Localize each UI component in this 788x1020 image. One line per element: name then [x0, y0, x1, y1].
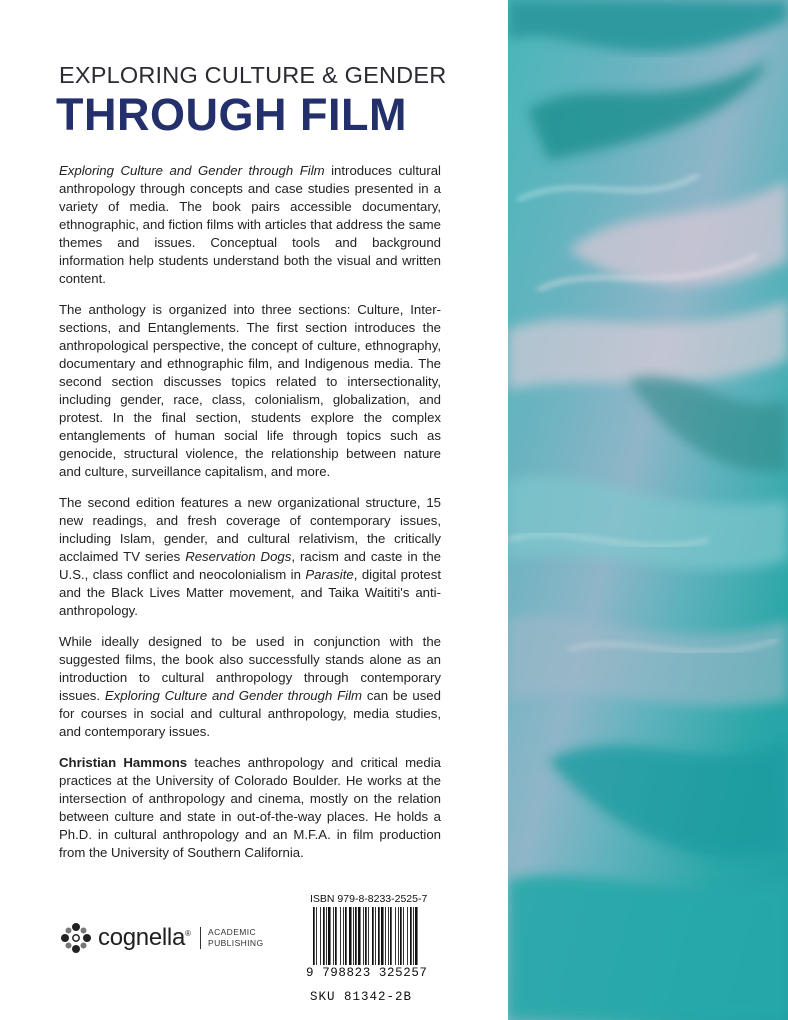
- title-line-2: THROUGH FILM: [56, 89, 407, 140]
- barcode-bar: [349, 907, 352, 965]
- barcode-bar: [378, 907, 380, 965]
- paragraph-text: can be used for courses in social and cultural anthropology, media studies, and contemporary issues.: [59, 688, 441, 739]
- barcode-bar: [320, 907, 321, 965]
- paragraph-text: , racism and caste in the U.S., class conflict and neocolonialism in: [59, 549, 442, 582]
- barcode-bar: [355, 907, 357, 965]
- barcode-bar: [413, 907, 414, 965]
- description-paragraph-2: The anthology is organized into three sections: Culture, Intersections, and Entanglements. The first section introduces the anthropological perspective, the concept of culture, ethnography, documentary and ethnographic film, and Indigenous media. The second section discusses topics related to intersectionality, including gender, race, class, colonialism, globalization, and protest. In the final section, students explore the complex entanglements of human social life through topics such as genocide, structural violence, the relationship between nature and culture, surveillance capitalism, and more.: [59, 302, 441, 479]
- tagline-line-2: PUBLISHING: [208, 938, 264, 948]
- barcode-bar: [395, 907, 396, 965]
- publisher-name: cognella: [98, 924, 186, 951]
- barcode-bar: [400, 907, 402, 965]
- description-paragraph-3: [59, 494, 441, 620]
- barcode-bar: [398, 907, 399, 965]
- series-title-italic: Reservation Dogs: [185, 549, 292, 564]
- barcode-bar: [390, 907, 392, 965]
- barcode-bar: [358, 907, 361, 965]
- publisher-wordmark: [98, 924, 191, 952]
- paragraph-text: While ideally designed to be used in conjunction with the suggested films, the book also successfully stands alone as an introduction to cultural anthropology through contemporary issues.: [59, 634, 441, 703]
- barcode-bar: [363, 907, 364, 965]
- publisher-tagline: [208, 927, 264, 949]
- barcode-bar: [335, 907, 337, 965]
- barcode-bar: [375, 907, 376, 965]
- barcode-bar: [365, 907, 367, 965]
- cognella-mark-icon: [60, 922, 92, 954]
- paragraph-text: introduces cultural anthropology through concepts and case studies presented in a variety of media. The book pairs accessible documentary, ethnographic, and fiction films with articles that address the same themes and issues. Conceptual tools and background information help students understand both the visual and written content.: [59, 163, 441, 286]
- barcode-bar: [381, 907, 384, 965]
- isbn-label: ISBN 979-8-8233-2525-7: [310, 893, 428, 905]
- abstract-ocean-painting: [508, 0, 788, 1020]
- description-body: [59, 162, 441, 875]
- barcode-bar: [313, 907, 315, 965]
- barcode-bar: [415, 907, 418, 965]
- barcode-bar: [410, 907, 412, 965]
- logo-divider: [200, 927, 201, 949]
- barcode-bar: [388, 907, 389, 965]
- barcode-bar: [316, 907, 317, 965]
- barcode-bar: [328, 907, 331, 965]
- barcode-bar: [407, 907, 408, 965]
- description-paragraph-4: [59, 633, 441, 741]
- author-bio-text: teaches anthropology and critical media practices at the University of Colorado Boulder. He works at the intersection of anthropology and cinema, mostly on the relation between culture and state in out-of-the-way places. He holds a Ph.D. in cultural anthropology and an M.F.A. in film production from the University of Southern California.: [59, 755, 441, 860]
- cover-artwork: [508, 0, 788, 1020]
- film-title-italic: Parasite: [305, 567, 354, 582]
- tagline-line-1: ACADEMIC: [208, 927, 257, 937]
- book-title-italic: Exploring Culture and Gender through Film: [104, 688, 363, 703]
- barcode-bar: [326, 907, 327, 965]
- barcode-bar: [353, 907, 354, 965]
- paragraph-text: The second edition features a new organizational structure, 15 new readings, and fresh coverage of contemporary issues, including Islam, gender, and cultural relativism, the critically acclaimed TV series: [59, 495, 441, 564]
- barcode-bar: [385, 907, 386, 965]
- title-line-1: EXPLORING CULTURE & GENDER: [59, 62, 447, 88]
- barcode-bar: [368, 907, 369, 965]
- barcode-bar: [343, 907, 344, 965]
- barcode-bar: [340, 907, 341, 965]
- barcode-bar: [323, 907, 325, 965]
- barcode-bar: [403, 907, 404, 965]
- barcode-digits: 9 798823 325257: [306, 966, 428, 980]
- author-bio: [59, 754, 441, 862]
- barcode-bar: [372, 907, 374, 965]
- author-name: Christian Hammons: [59, 755, 188, 770]
- registered-mark: ®: [185, 929, 191, 938]
- barcode: [312, 907, 420, 965]
- sku-code: SKU 81342-2B: [310, 990, 413, 1004]
- publisher-logo: [60, 918, 280, 958]
- book-title-italic: Exploring Culture and Gender through Film: [59, 163, 325, 178]
- paragraph-text: , digital protest and the Black Lives Matter movement, and Taika Waititi's anti-anthropology.: [59, 567, 442, 618]
- barcode-bar: [333, 907, 334, 965]
- description-paragraph-1: [59, 162, 441, 288]
- barcode-bar: [345, 907, 347, 965]
